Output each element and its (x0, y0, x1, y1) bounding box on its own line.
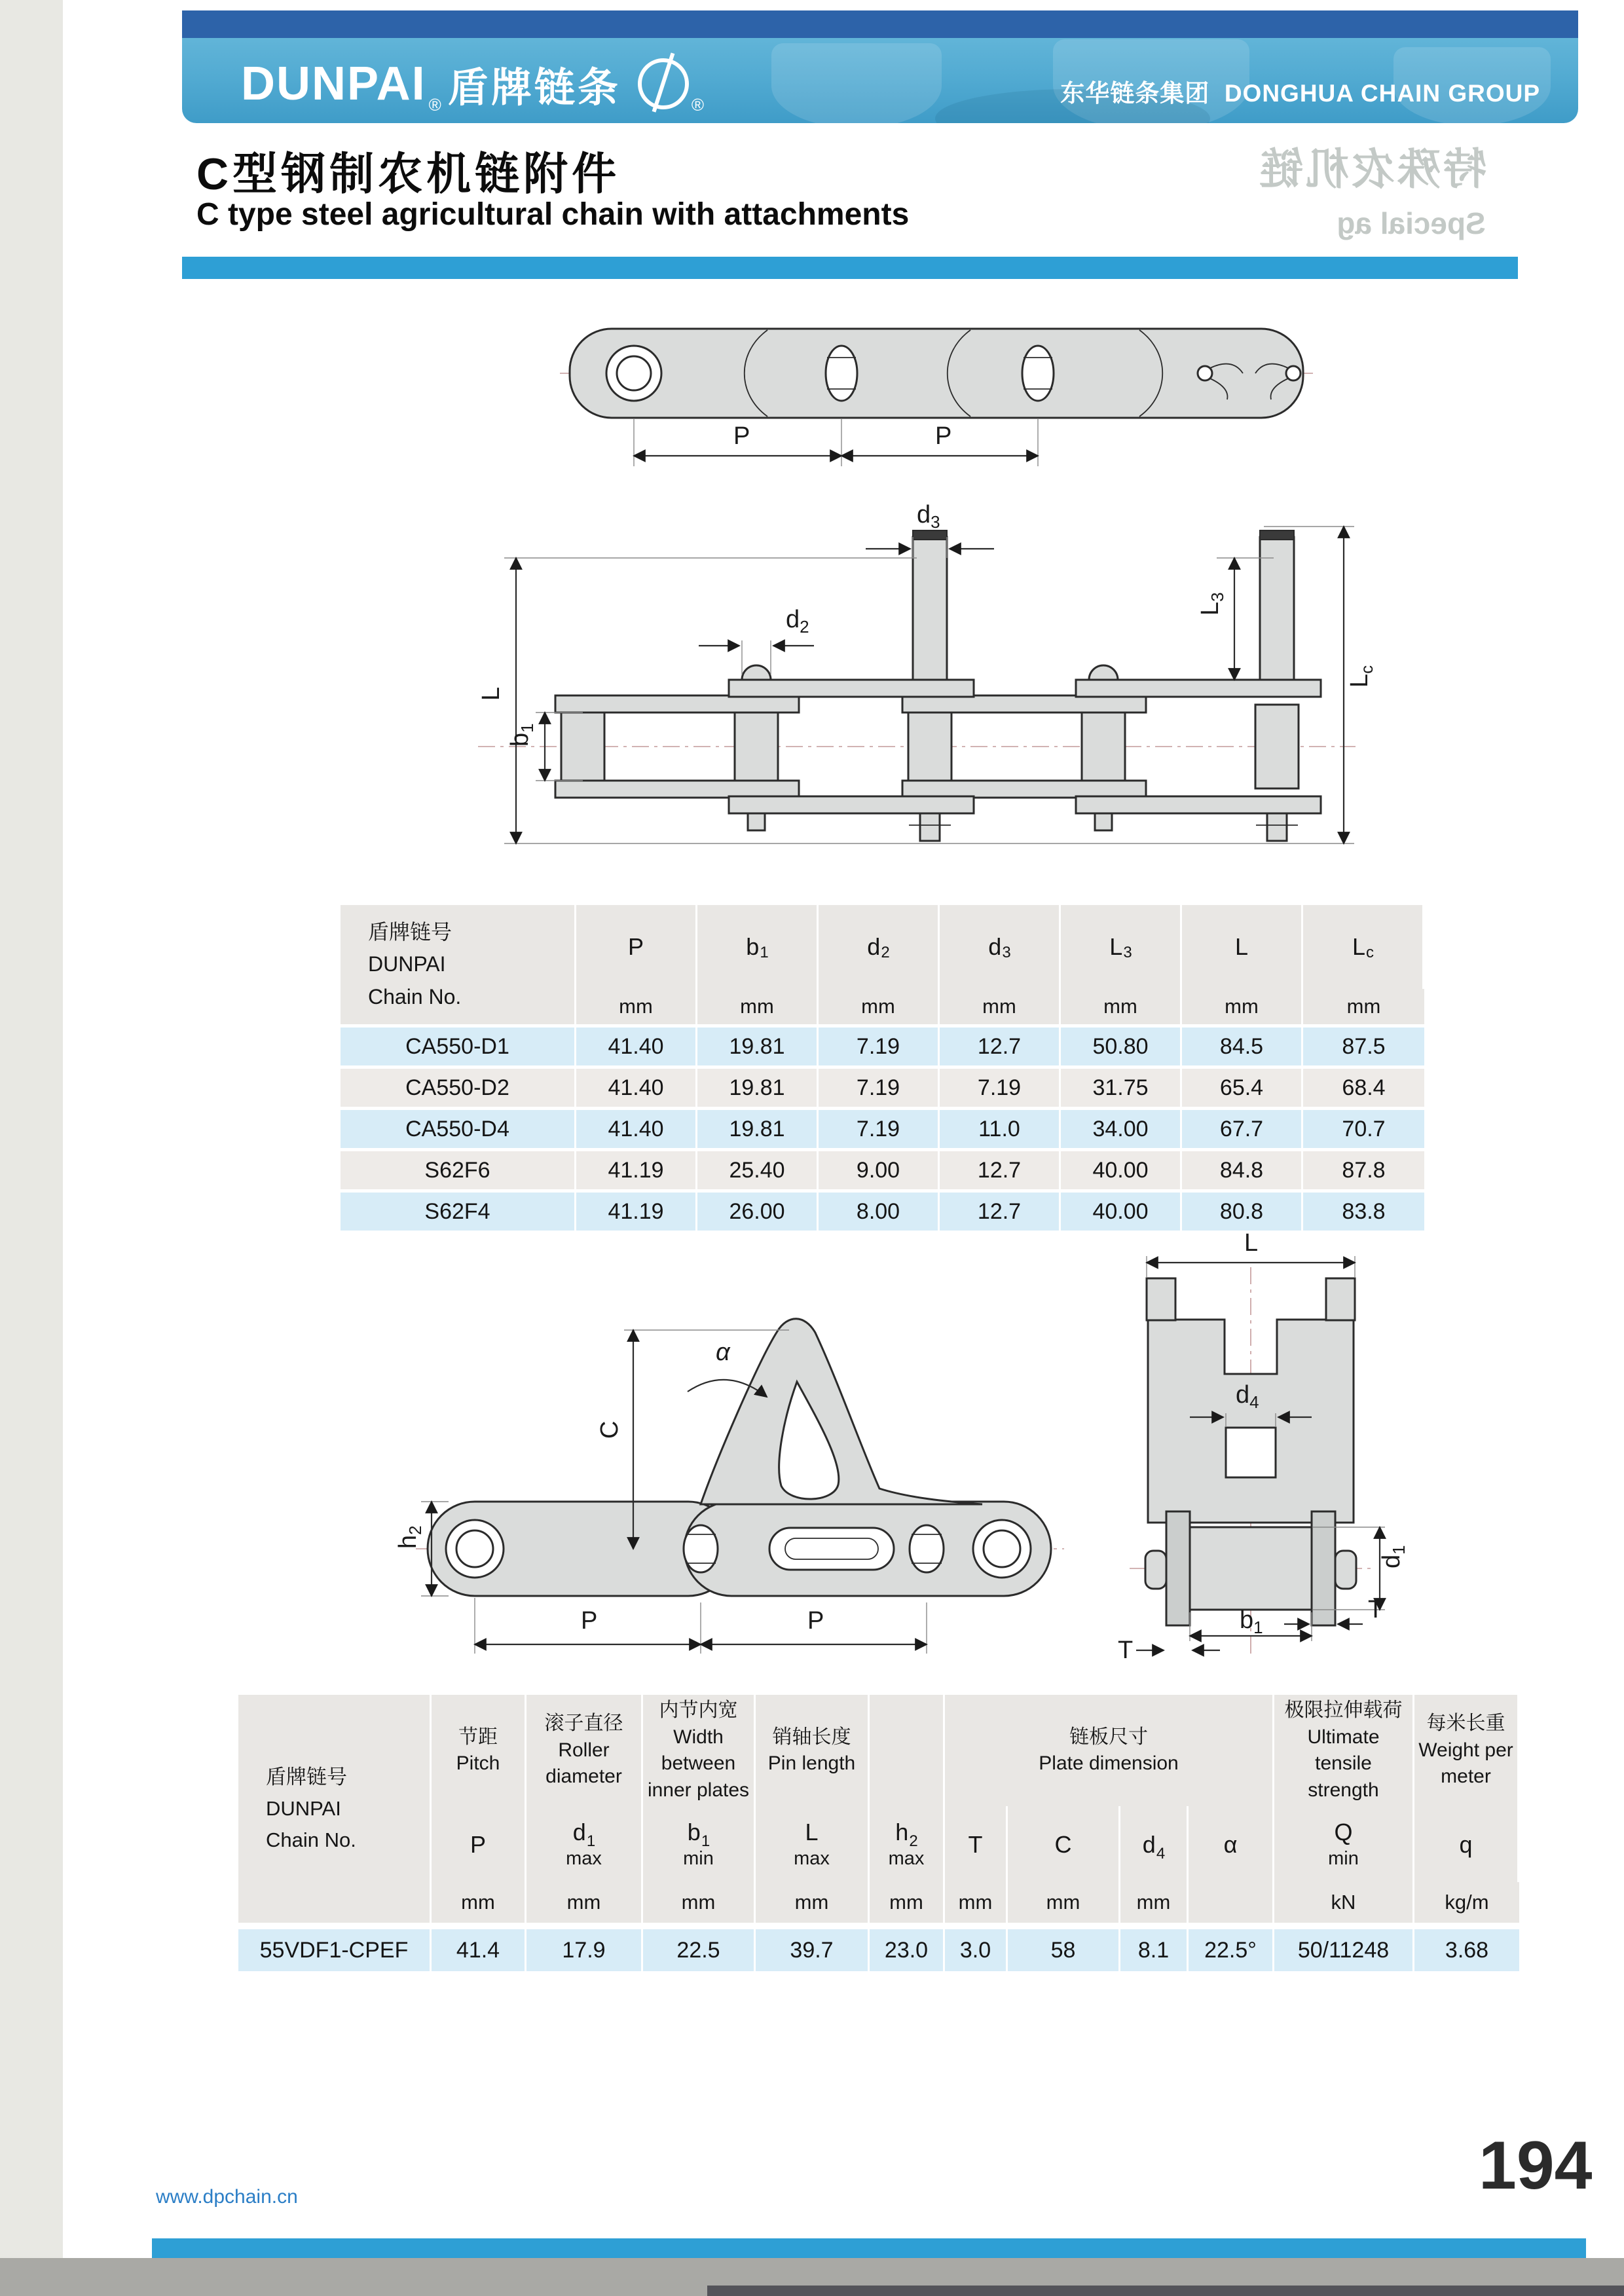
drawing-attachment-side-view (394, 1267, 1077, 1673)
unit-cell: mm (432, 1882, 526, 1923)
banner-top-stripe (182, 10, 1578, 38)
dim-label-b1: $b_1$ (506, 723, 537, 747)
symbol-header-h2: h2 max (870, 1806, 945, 1882)
value-cell: 11.0 (940, 1110, 1061, 1148)
table1-header (341, 905, 1424, 1028)
group-header-pitch: 节距 Pitch (432, 1695, 526, 1806)
table-row (341, 1069, 1424, 1110)
unit-cell (1189, 1882, 1274, 1923)
value-cell: 41.40 (576, 1028, 697, 1065)
unit-cell: mm (1008, 1882, 1120, 1923)
column-header-d2: d 2 (819, 905, 940, 989)
unit-cell: mm (697, 989, 819, 1024)
dim-label-L: L (477, 686, 505, 701)
unit-cell: mm (576, 989, 697, 1024)
cotter-pin-icon (1198, 366, 1212, 380)
unit-cell: mm (870, 1882, 945, 1923)
table-dimensions (341, 905, 1424, 1234)
value-cell: 19.81 (697, 1028, 819, 1065)
table-row (341, 1110, 1424, 1151)
table-row (341, 1193, 1424, 1234)
chain-no-cell: CA550-D2 (341, 1069, 576, 1107)
unit-cell: mm (1303, 989, 1424, 1024)
value-cell: 39.7 (756, 1929, 870, 1971)
symbol-header-P: P (432, 1806, 526, 1882)
unit-cell: mm (819, 989, 940, 1024)
symbol-header-T: T (945, 1806, 1008, 1882)
value-cell: 3.0 (945, 1929, 1008, 1971)
dim-label-T: T (1118, 1637, 1134, 1664)
value-cell: 87.8 (1342, 1157, 1386, 1183)
cotter-pin-icon (1286, 366, 1301, 380)
group-name (1060, 73, 1540, 109)
header-banner (182, 10, 1578, 123)
symbol-header-alpha: α (1189, 1806, 1274, 1882)
page-number: 194 (1479, 2128, 1593, 2204)
unit-cell: kg/m (1414, 1882, 1519, 1923)
dim-label-T: T (1368, 1596, 1384, 1623)
value-cell: 50/11248 (1274, 1929, 1414, 1971)
value-cell: 8.00 (819, 1193, 940, 1231)
value-cell: 19.81 (697, 1110, 819, 1148)
ghost-title-en: Special ag (1337, 206, 1486, 240)
symbol-header-d1: d1 max (526, 1806, 643, 1882)
value-cell: 22.5 (643, 1929, 756, 1971)
value-cell: 41.40 (576, 1069, 697, 1107)
value-cell: 12.7 (940, 1151, 1061, 1189)
value-cell: 67.7 (1182, 1110, 1303, 1148)
value-cell: 84.8 (1182, 1151, 1303, 1189)
value-cell: 58 (1008, 1929, 1120, 1971)
unit-cell: mm (940, 989, 1061, 1024)
unit-cell: mm (1120, 1882, 1189, 1923)
dim-label-P: P (935, 422, 952, 450)
dim-label-d3: $d_3$ (917, 501, 940, 532)
group-header-roller-diameter: 滚子直径 Roller diameter (526, 1695, 643, 1806)
unit-cell: mm (1182, 989, 1303, 1024)
group-header-inner-width: 内节内宽 Width between inner plates (643, 1695, 756, 1806)
ghost-title-cn: 特殊农机链 (1257, 145, 1486, 193)
symbol-header-q: q (1414, 1806, 1519, 1882)
group-header-weight-per-meter: 每米长重 Weight per meter (1414, 1695, 1519, 1806)
drawing-attachment-end-view (1090, 1231, 1411, 1663)
value-cell: 83.8 (1342, 1198, 1386, 1224)
value-cell: 41.19 (576, 1151, 697, 1189)
table-row (341, 1151, 1424, 1193)
value-cell: 41.4 (432, 1929, 526, 1971)
dim-label-P: P (807, 1607, 824, 1635)
column-header-P: P (576, 905, 697, 989)
dim-label-C: C (596, 1420, 623, 1439)
footer-url: www.dpchain.cn (156, 2186, 298, 2208)
dunpai-logo-cn: 盾牌链条 (447, 65, 621, 111)
table2-header (238, 1695, 1519, 1923)
scan-edge-bottom-dark (707, 2286, 1624, 2296)
registered-mark-icon: ® (428, 95, 441, 115)
unit-cell: mm (526, 1882, 643, 1923)
column-header-chain-no: 盾牌链号 DUNPAI Chain No. (238, 1695, 432, 1923)
dim-label-d4: $d_4$ (1236, 1381, 1259, 1412)
dp-circle-slash-icon (638, 58, 689, 109)
unit-cell: mm (945, 1882, 1008, 1923)
dim-label-h2: $h_2$ (394, 1525, 425, 1549)
value-cell: 22.5° (1189, 1929, 1274, 1971)
drawing-chain-side-view (458, 485, 1375, 858)
value-cell: 3.68 (1445, 1937, 1489, 1963)
unit-cell: mm (756, 1882, 870, 1923)
ghost-bleed-title (1202, 134, 1542, 241)
table-row (341, 1028, 1424, 1069)
chain-no-cell: CA550-D1 (341, 1028, 576, 1065)
dim-label-b1: $b_1$ (1240, 1606, 1263, 1637)
dim-label-d2: $d_2$ (786, 606, 809, 637)
chain-no-cell: CA550-D4 (341, 1110, 576, 1148)
registered-mark-icon: ® (691, 95, 705, 115)
group-header-pin-length: 销轴长度 Pin length (756, 1695, 870, 1806)
value-cell: 40.00 (1061, 1151, 1182, 1189)
value-cell: 9.00 (819, 1151, 940, 1189)
value-cell: 7.19 (819, 1069, 940, 1107)
value-cell: 41.40 (576, 1110, 697, 1148)
value-cell: 50.80 (1061, 1028, 1182, 1065)
value-cell: 19.81 (697, 1069, 819, 1107)
value-cell: 26.00 (697, 1193, 819, 1231)
value-cell: 87.5 (1342, 1033, 1386, 1059)
value-cell: 7.19 (819, 1028, 940, 1065)
table-row (238, 1929, 1519, 1971)
column-header-d3: d 3 (940, 905, 1061, 989)
symbol-header-L: L max (756, 1806, 870, 1882)
value-cell: 68.4 (1342, 1075, 1386, 1100)
column-header-L: L (1182, 905, 1303, 989)
group-name-en: DONGHUA CHAIN GROUP (1224, 80, 1540, 107)
column-header-Lc: L c (1303, 905, 1424, 989)
value-cell: 12.7 (940, 1028, 1061, 1065)
unit-cell: kN (1274, 1882, 1414, 1923)
column-header-L3: L 3 (1061, 905, 1182, 989)
symbol-header-C: C (1008, 1806, 1120, 1882)
value-cell: 8.1 (1120, 1929, 1189, 1971)
symbol-header-d4: d4 (1120, 1806, 1189, 1882)
value-cell: 41.19 (576, 1193, 697, 1231)
page-title-en: C type steel agricultural chain with attachments (196, 197, 910, 232)
symbol-header-b1: b1 min (643, 1806, 756, 1882)
chain-no-cell: 55VDF1-CPEF (238, 1929, 432, 1971)
table-specifications (238, 1695, 1519, 1971)
dim-label-L3: $L_3$ (1196, 592, 1227, 616)
chain-no-cell: S62F4 (341, 1193, 576, 1231)
group-header-ultimate-tensile-strength: 极限拉伸载荷 Ultimate tensile strength (1274, 1695, 1414, 1806)
group-name-cn: 东华链条集团 (1060, 80, 1210, 107)
dim-label-L: L (1244, 1229, 1259, 1257)
column-header-b1: b 1 (697, 905, 819, 989)
banner-photo-shape (771, 43, 942, 123)
unit-cell: mm (1061, 989, 1182, 1024)
symbol-header-Q: Q min (1274, 1806, 1414, 1882)
unit-cell: mm (643, 1882, 756, 1923)
value-cell: 31.75 (1061, 1069, 1182, 1107)
value-cell: 17.9 (526, 1929, 643, 1971)
dim-label-P: P (733, 422, 750, 450)
value-cell: 23.0 (870, 1929, 945, 1971)
column-header-chain-no: 盾牌链号 DUNPAI Chain No. (341, 905, 576, 1024)
value-cell: 70.7 (1342, 1116, 1386, 1141)
dim-label-alpha: α (716, 1339, 730, 1366)
value-cell: 34.00 (1061, 1110, 1182, 1148)
value-cell: 65.4 (1182, 1069, 1303, 1107)
group-header-plate-dimension: 链板尺寸 Plate dimension (945, 1695, 1274, 1806)
group-header-empty (870, 1695, 945, 1806)
dunpai-logo-text: DUNPAI (241, 58, 426, 110)
page-title-cn: C型钢制农机链附件 (196, 149, 621, 199)
chain-no-cell: S62F6 (341, 1151, 576, 1189)
scan-edge-left (0, 0, 63, 2296)
value-cell: 80.8 (1182, 1193, 1303, 1231)
value-cell: 7.19 (940, 1069, 1061, 1107)
value-cell: 25.40 (697, 1151, 819, 1189)
value-cell: 84.5 (1182, 1028, 1303, 1065)
value-cell: 40.00 (1061, 1193, 1182, 1231)
dim-label-d1: $d_1$ (1378, 1545, 1409, 1568)
dim-label-Lc: $L_c$ (1346, 665, 1376, 688)
value-cell: 12.7 (940, 1193, 1061, 1231)
dim-label-P: P (581, 1607, 598, 1635)
drawing-chain-top-view (550, 295, 1323, 485)
title-divider-bar (182, 257, 1518, 279)
value-cell: 7.19 (819, 1110, 940, 1148)
dunpai-logo (241, 45, 710, 123)
